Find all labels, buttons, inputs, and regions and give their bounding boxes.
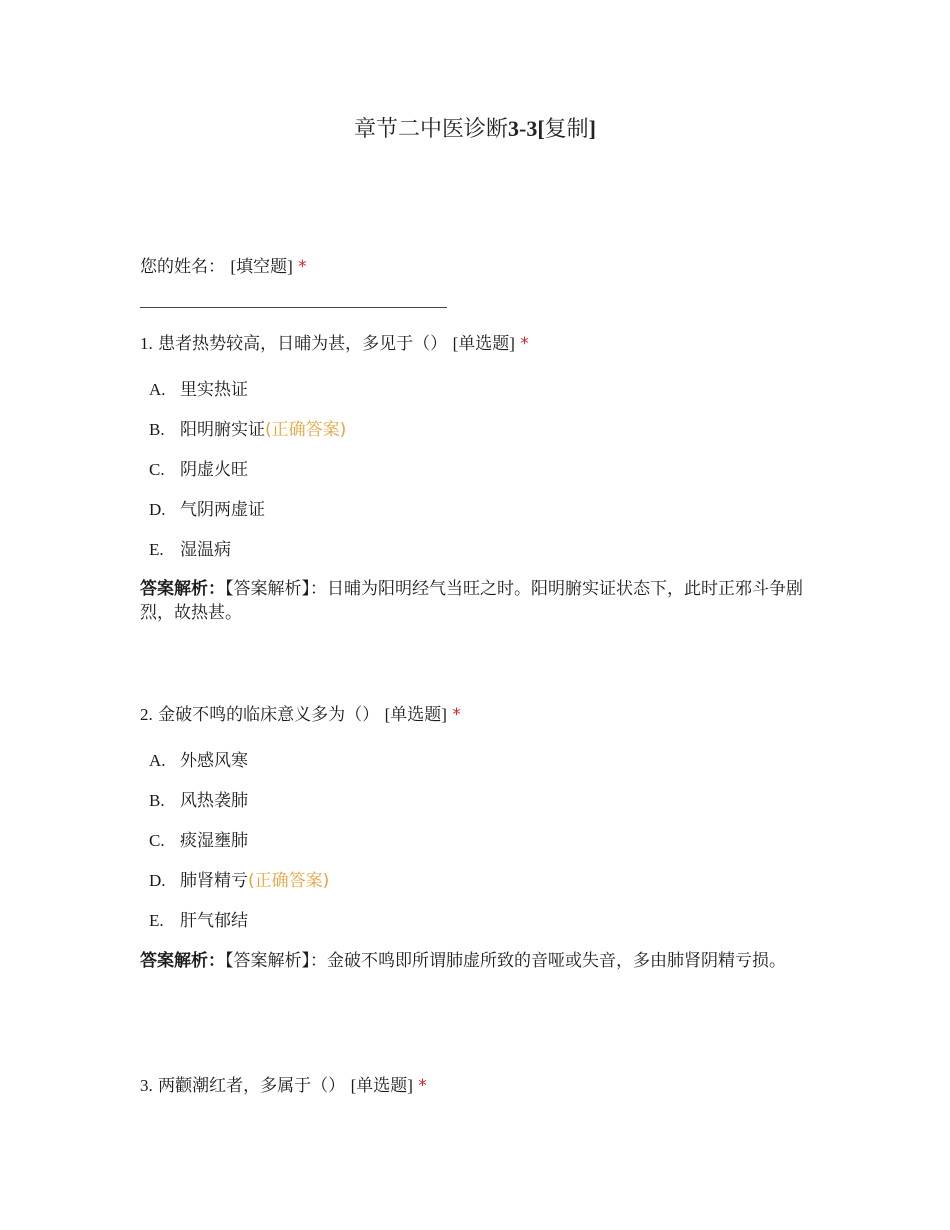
option-letter: B. <box>149 420 165 439</box>
option-e[interactable] <box>149 539 231 561</box>
option-letter: E. <box>149 911 164 930</box>
analysis-text: 【答案解析】：日晡为阳明经气当旺之时。阳明腑实证状态下，此时正邪斗争剧烈，故热甚。 <box>140 579 803 623</box>
option-text: 里实热证 <box>180 380 248 400</box>
option-a[interactable] <box>149 750 248 772</box>
required-mark: * <box>298 257 307 277</box>
title-main: 章节二中医诊断 <box>353 116 508 141</box>
question-2 <box>140 704 830 971</box>
option-text: 湿温病 <box>180 540 231 560</box>
option-letter: C. <box>149 831 165 850</box>
option-a[interactable] <box>149 379 248 401</box>
question-3 <box>140 1075 830 1097</box>
option-text: 肺肾精亏 <box>180 871 248 891</box>
option-text: 阳明腑实证 <box>180 420 265 440</box>
option-d[interactable] <box>149 870 329 892</box>
option-c[interactable] <box>149 459 248 481</box>
analysis-label: 答案解析： <box>140 579 225 599</box>
option-text: 肝气郁结 <box>180 911 248 931</box>
option-letter: E. <box>149 540 164 559</box>
option-b[interactable] <box>149 790 248 812</box>
question-number: 1. <box>140 334 153 353</box>
required-mark: * <box>452 705 461 725</box>
analysis-label: 答案解析： <box>140 951 225 971</box>
required-mark: * <box>520 334 529 354</box>
option-text: 阴虚火旺 <box>180 460 248 480</box>
question-number: 2. <box>140 705 153 724</box>
name-question <box>140 252 307 277</box>
option-text: 气阴两虚证 <box>180 500 265 520</box>
question-type: [单选题] <box>452 334 515 353</box>
option-e[interactable] <box>149 910 248 932</box>
title-number: 3-3[ <box>508 116 545 141</box>
question-type: [单选题] <box>350 1076 413 1095</box>
name-input-line[interactable] <box>140 307 447 308</box>
page-title <box>0 112 950 143</box>
option-text: 痰湿壅肺 <box>180 831 248 851</box>
question-number: 3. <box>140 1076 153 1095</box>
option-letter: A. <box>149 751 166 770</box>
question-text: 患者热势较高，日晡为甚，多见于（） <box>158 334 448 354</box>
option-text: 风热袭肺 <box>180 791 248 811</box>
answer-analysis <box>140 577 820 625</box>
question-text: 金破不鸣的临床意义多为（） <box>158 705 380 725</box>
option-letter: D. <box>149 500 166 519</box>
option-d[interactable] <box>149 499 265 521</box>
option-text: 外感风寒 <box>180 751 248 771</box>
question-type: [单选题] <box>384 705 447 724</box>
option-letter: D. <box>149 871 166 890</box>
name-label: 您的姓名： <box>140 257 225 277</box>
question-title <box>140 333 830 355</box>
option-c[interactable] <box>149 830 248 852</box>
title-bracket: ] <box>588 116 596 141</box>
correct-answer-mark: (正确答案) <box>265 420 347 440</box>
option-letter: B. <box>149 791 165 810</box>
correct-answer-mark: (正确答案) <box>248 871 330 891</box>
analysis-text: 【答案解析】：金破不鸣即所谓肺虚所致的音哑或失音，多由肺肾阴精亏损。 <box>225 951 786 971</box>
question-title <box>140 704 830 726</box>
question-title <box>140 1075 830 1097</box>
required-mark: * <box>418 1076 427 1096</box>
answer-analysis <box>140 949 820 973</box>
title-copy: 复制 <box>544 116 589 141</box>
question-1 <box>140 333 830 623</box>
option-b[interactable] <box>149 419 346 441</box>
option-letter: C. <box>149 460 165 479</box>
question-type: [填空题] <box>230 257 293 276</box>
question-text: 两颧潮红者，多属于（） <box>158 1076 346 1096</box>
option-letter: A. <box>149 380 166 399</box>
